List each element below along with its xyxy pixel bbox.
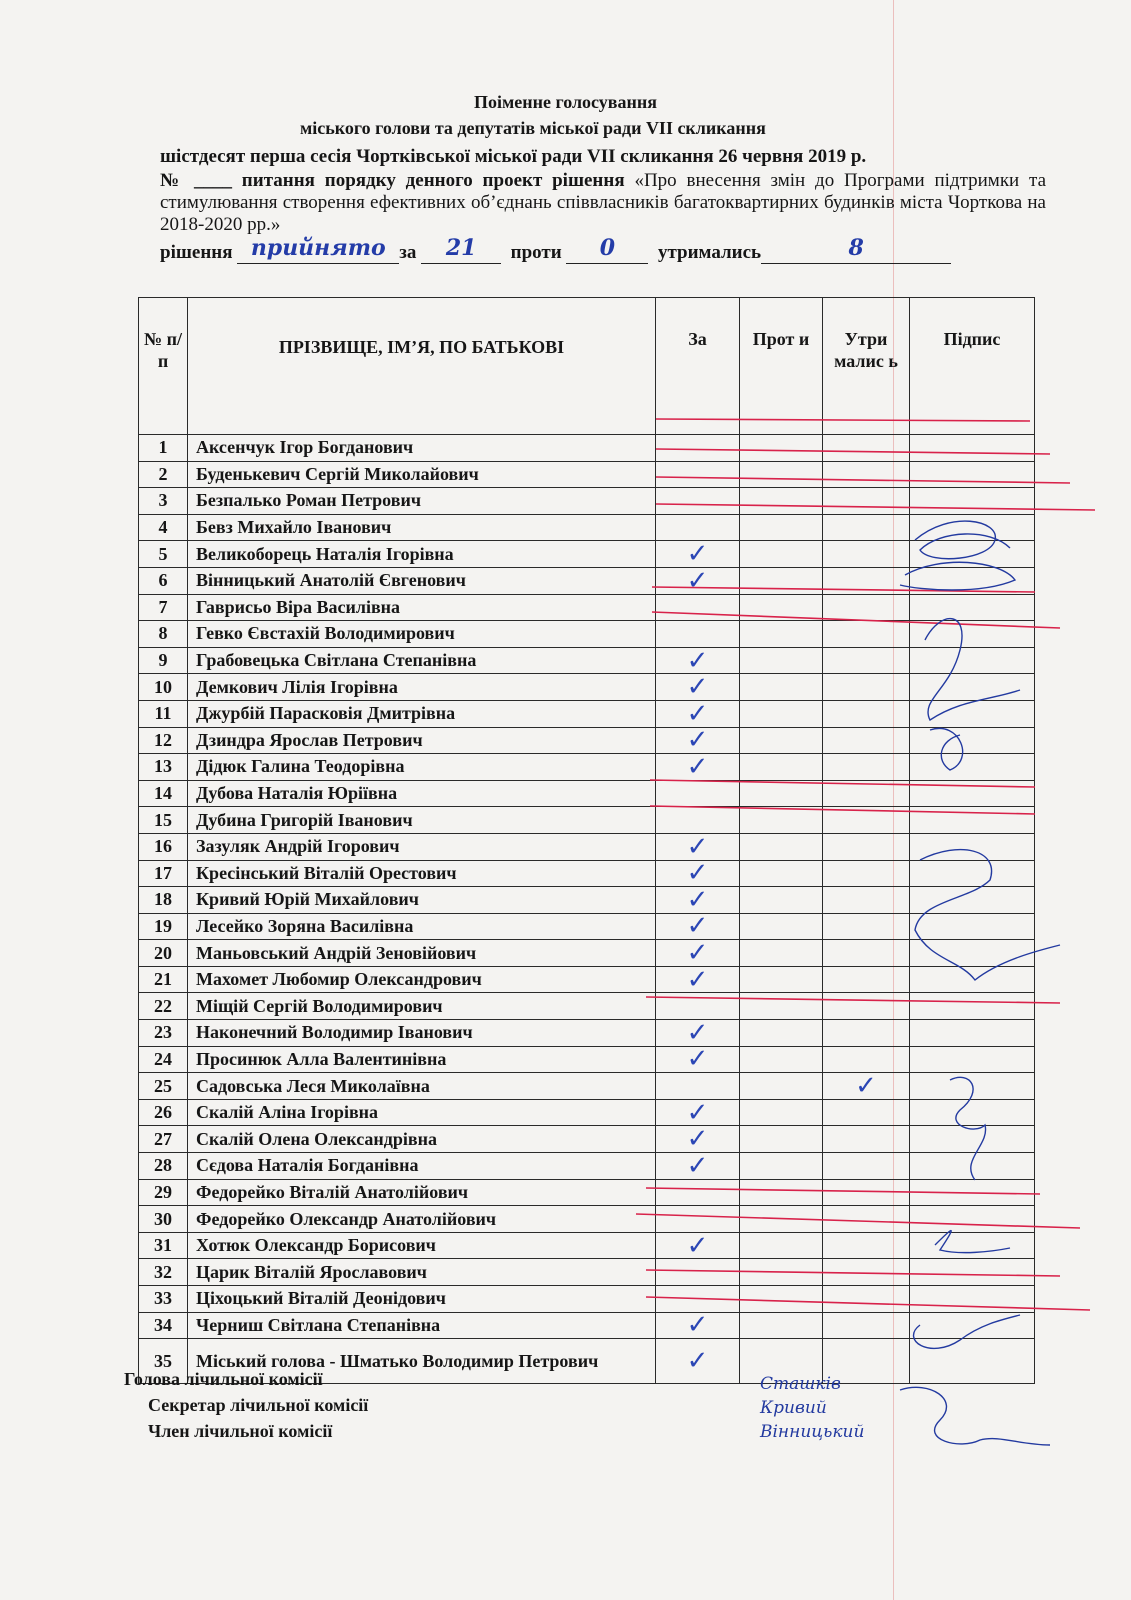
row-number: 1: [139, 435, 188, 462]
row-number: 15: [139, 807, 188, 834]
counting-commission: [124, 1366, 368, 1444]
for-value: 21: [445, 235, 477, 261]
signature-cell: [910, 966, 1035, 993]
abstained-value: 8: [848, 235, 864, 261]
vote-abstained-cell: [823, 754, 910, 781]
signature-cell: [910, 727, 1035, 754]
table-row: [139, 700, 1035, 727]
deputy-name: Безпалько Роман Петрович: [188, 488, 656, 515]
vote-for-cell: ✓: [656, 1126, 740, 1153]
vote-against-cell: [740, 1153, 823, 1180]
vote-against-cell: [740, 1046, 823, 1073]
table-row: [139, 727, 1035, 754]
vote-for-cell: ✓: [656, 541, 740, 568]
table-row: [139, 674, 1035, 701]
deputy-name: Лесейко Зоряна Василівна: [188, 913, 656, 940]
col-against-header: Прот и: [740, 298, 823, 435]
deputy-name: Скалій Аліна Ігорівна: [188, 1099, 656, 1126]
deputy-name: Джурбій Парасковія Дмитрівна: [188, 700, 656, 727]
vote-abstained-cell: [823, 647, 910, 674]
vote-for-cell: [656, 1259, 740, 1286]
deputy-name: Сєдова Наталія Богданівна: [188, 1153, 656, 1180]
deputy-name: Демкович Лілія Ігорівна: [188, 674, 656, 701]
vote-for-cell: ✓: [656, 940, 740, 967]
signature-cell: [910, 514, 1035, 541]
vote-for-cell: ✓: [656, 913, 740, 940]
vote-against-cell: [740, 1286, 823, 1313]
deputy-name: Дідюк Галина Теодорівна: [188, 754, 656, 781]
deputy-name: Аксенчук Ігор Богданович: [188, 435, 656, 462]
vote-for-cell: ✓: [656, 1232, 740, 1259]
vote-against-cell: [740, 1126, 823, 1153]
vote-for-cell: ✓: [656, 1339, 740, 1384]
vote-against-cell: [740, 514, 823, 541]
row-number: 3: [139, 488, 188, 515]
vote-for-cell: [656, 1206, 740, 1233]
row-number: 8: [139, 621, 188, 648]
table-row: [139, 594, 1035, 621]
signature-cell: [910, 940, 1035, 967]
row-number: 5: [139, 541, 188, 568]
vote-abstained-cell: [823, 514, 910, 541]
vote-abstained-cell: [823, 1179, 910, 1206]
table-row: [139, 833, 1035, 860]
commission-head-label: Голова лічильної комісії: [124, 1369, 323, 1389]
table-row: [139, 966, 1035, 993]
member-signature-name: Вінницький: [760, 1422, 865, 1442]
table-row: [139, 1073, 1035, 1100]
vote-abstained-cell: [823, 435, 910, 462]
table-row: [139, 940, 1035, 967]
secretary-signature-name: Кривий: [760, 1398, 827, 1418]
signature-cell: [910, 860, 1035, 887]
vote-against-cell: [740, 461, 823, 488]
signature-cell: [910, 488, 1035, 515]
table-row: [139, 913, 1035, 940]
vote-for-cell: [656, 1286, 740, 1313]
deputy-name: Бевз Михайло Іванович: [188, 514, 656, 541]
vote-against-cell: [740, 860, 823, 887]
vote-for-cell: ✓: [656, 567, 740, 594]
vote-abstained-cell: [823, 1286, 910, 1313]
table-row: [139, 1312, 1035, 1339]
vote-abstained-cell: [823, 993, 910, 1020]
decision-field: [237, 235, 399, 264]
signature-cell: [910, 621, 1035, 648]
row-number: 34: [139, 1312, 188, 1339]
row-number: 35: [139, 1339, 188, 1384]
vote-against-cell: [740, 567, 823, 594]
deputy-name: Скалій Олена Олександрівна: [188, 1126, 656, 1153]
table-row: [139, 567, 1035, 594]
vote-against-cell: [740, 727, 823, 754]
row-number: 12: [139, 727, 188, 754]
col-abstained-header: Утри малис ь: [823, 298, 910, 435]
deputy-name: Буденькевич Сергій Миколайович: [188, 461, 656, 488]
signature-cell: [910, 1312, 1035, 1339]
signature-cell: [910, 1073, 1035, 1100]
page-title: Поіменне голосування: [473, 92, 658, 112]
table-row: [139, 461, 1035, 488]
vote-abstained-cell: [823, 700, 910, 727]
vote-for-cell: [656, 461, 740, 488]
vote-against-cell: [740, 754, 823, 781]
vote-abstained-cell: [823, 727, 910, 754]
signature-cell: [910, 780, 1035, 807]
table-row: [139, 1286, 1035, 1313]
vote-abstained-cell: [823, 1126, 910, 1153]
deputy-name: Кресінський Віталій Орестович: [188, 860, 656, 887]
decision-value: прийнято: [250, 235, 386, 261]
table-row: [139, 488, 1035, 515]
table-row: [139, 1020, 1035, 1047]
vote-abstained-cell: [823, 966, 910, 993]
row-number: 33: [139, 1286, 188, 1313]
vote-for-cell: ✓: [656, 754, 740, 781]
question-prefix: № ____ питання порядку денного проект рішення: [160, 170, 625, 191]
vote-for-cell: [656, 1179, 740, 1206]
row-number: 13: [139, 754, 188, 781]
vote-abstained-cell: [823, 674, 910, 701]
vote-against-cell: [740, 1312, 823, 1339]
row-number: 11: [139, 700, 188, 727]
vote-abstained-cell: [823, 621, 910, 648]
signature-cell: [910, 541, 1035, 568]
vote-for-cell: ✓: [656, 966, 740, 993]
row-number: 31: [139, 1232, 188, 1259]
vote-for-cell: ✓: [656, 1153, 740, 1180]
col-name-header: ПРІЗВИЩЕ, ІМ’Я, ПО БАТЬКОВІ: [188, 298, 656, 435]
decision-label: рішення: [160, 242, 233, 263]
row-number: 6: [139, 567, 188, 594]
vote-against-cell: [740, 1259, 823, 1286]
table-row: [139, 780, 1035, 807]
agenda-question: [160, 170, 1046, 236]
deputy-name: Вінницький Анатолій Євгенович: [188, 567, 656, 594]
row-number: 32: [139, 1259, 188, 1286]
signature-cell: [910, 913, 1035, 940]
vote-abstained-cell: [823, 833, 910, 860]
deputy-name: Просинюк Алла Валентинівна: [188, 1046, 656, 1073]
row-number: 30: [139, 1206, 188, 1233]
deputy-name: Кривий Юрій Михайлович: [188, 887, 656, 914]
signature-cell: [910, 1020, 1035, 1047]
vote-abstained-cell: [823, 1153, 910, 1180]
table-row: [139, 514, 1035, 541]
signature-cell: [910, 807, 1035, 834]
row-number: 24: [139, 1046, 188, 1073]
row-number: 27: [139, 1126, 188, 1153]
table-row: [139, 754, 1035, 781]
deputy-name: Маньовський Андрій Зеновійович: [188, 940, 656, 967]
row-number: 21: [139, 966, 188, 993]
for-label: за: [399, 242, 417, 263]
vote-against-cell: [740, 594, 823, 621]
vote-abstained-cell: [823, 1312, 910, 1339]
vote-for-cell: [656, 780, 740, 807]
vote-for-cell: [656, 621, 740, 648]
table-row: [139, 1046, 1035, 1073]
row-number: 20: [139, 940, 188, 967]
vote-for-cell: ✓: [656, 1099, 740, 1126]
signature-cell: [910, 567, 1035, 594]
vote-for-cell: ✓: [656, 1046, 740, 1073]
signature-cell: [910, 1339, 1035, 1384]
deputy-name: Черниш Світлана Степанівна: [188, 1312, 656, 1339]
signature-cell: [910, 674, 1035, 701]
vote-against-cell: [740, 913, 823, 940]
deputy-name: Дубина Григорій Іванович: [188, 807, 656, 834]
table-header-row: [139, 298, 1035, 435]
abstained-field: [761, 235, 951, 264]
vote-abstained-cell: [823, 1020, 910, 1047]
deputy-name: Грабовецька Світлана Степанівна: [188, 647, 656, 674]
vote-abstained-cell: [823, 940, 910, 967]
vote-for-cell: [656, 1073, 740, 1100]
row-number: 25: [139, 1073, 188, 1100]
vote-for-cell: ✓: [656, 647, 740, 674]
row-number: 18: [139, 887, 188, 914]
vote-for-cell: ✓: [656, 1312, 740, 1339]
commission-secretary-label: Секретар лічильної комісії: [148, 1395, 369, 1415]
table-row: [139, 621, 1035, 648]
vote-against-cell: [740, 1206, 823, 1233]
table-row: [139, 887, 1035, 914]
vote-for-cell: ✓: [656, 860, 740, 887]
table-row: [139, 1153, 1035, 1180]
deputy-name: Ціхоцький Віталій Деонідович: [188, 1286, 656, 1313]
row-number: 7: [139, 594, 188, 621]
row-number: 4: [139, 514, 188, 541]
vote-abstained-cell: [823, 1206, 910, 1233]
table-row: [139, 1232, 1035, 1259]
signature-cell: [910, 1206, 1035, 1233]
head-signature-name: Сташків: [760, 1374, 841, 1394]
signature-cell: [910, 1259, 1035, 1286]
vote-for-cell: [656, 807, 740, 834]
signature-cell: [910, 1099, 1035, 1126]
vote-abstained-cell: [823, 1259, 910, 1286]
signature-cell: [910, 833, 1035, 860]
signature-cell: [910, 1126, 1035, 1153]
page-subtitle: міського голови та депутатів міської ради VII скликання: [300, 118, 766, 138]
vote-abstained-cell: [823, 887, 910, 914]
vote-against-cell: [740, 1099, 823, 1126]
vote-for-cell: ✓: [656, 887, 740, 914]
signature-cell: [910, 887, 1035, 914]
vote-against-cell: [740, 1232, 823, 1259]
signature-cell: [910, 435, 1035, 462]
row-number: 19: [139, 913, 188, 940]
signature-cell: [910, 1046, 1035, 1073]
row-number: 17: [139, 860, 188, 887]
vote-against-cell: [740, 807, 823, 834]
row-number: 29: [139, 1179, 188, 1206]
vote-abstained-cell: [823, 594, 910, 621]
commission-signatures: [760, 1372, 864, 1444]
vote-abstained-cell: [823, 807, 910, 834]
vote-abstained-cell: [823, 860, 910, 887]
vote-abstained-cell: [823, 567, 910, 594]
deputy-name: Міщій Сергій Володимирович: [188, 993, 656, 1020]
vote-against-cell: [740, 1073, 823, 1100]
row-number: 22: [139, 993, 188, 1020]
table-row: [139, 1179, 1035, 1206]
vote-against-cell: [740, 966, 823, 993]
row-number: 10: [139, 674, 188, 701]
table-row: [139, 993, 1035, 1020]
roll-call-table: [138, 297, 1035, 1384]
deputy-name: Великоборець Наталія Ігорівна: [188, 541, 656, 568]
vote-abstained-cell: [823, 488, 910, 515]
deputy-name: Дзиндра Ярослав Петрович: [188, 727, 656, 754]
vote-for-cell: ✓: [656, 700, 740, 727]
signature-cell: [910, 993, 1035, 1020]
against-value: 0: [599, 235, 616, 261]
signature-scribble-commission: [900, 1387, 1050, 1445]
deputy-name: Федорейко Олександр Анатолійович: [188, 1206, 656, 1233]
signature-cell: [910, 754, 1035, 781]
deputy-name: Зазуляк Андрій Ігорович: [188, 833, 656, 860]
vote-abstained-cell: [823, 1232, 910, 1259]
vote-against-cell: [740, 833, 823, 860]
deputy-name: Садовська Леся Миколаївна: [188, 1073, 656, 1100]
row-number: 14: [139, 780, 188, 807]
vote-against-cell: [740, 674, 823, 701]
vote-against-cell: [740, 1020, 823, 1047]
vote-for-cell: [656, 435, 740, 462]
table-row: [139, 1259, 1035, 1286]
col-for-header: За: [656, 298, 740, 435]
deputy-name: Махомет Любомир Олександрович: [188, 966, 656, 993]
table-row: [139, 1206, 1035, 1233]
signature-cell: [910, 594, 1035, 621]
signature-cell: [910, 700, 1035, 727]
row-number: 9: [139, 647, 188, 674]
row-number: 26: [139, 1099, 188, 1126]
for-field: [421, 235, 501, 264]
commission-member-label: Член лічильної комісії: [148, 1421, 333, 1441]
vote-for-cell: ✓: [656, 833, 740, 860]
vote-against-cell: [740, 435, 823, 462]
signature-cell: [910, 647, 1035, 674]
row-number: 2: [139, 461, 188, 488]
vote-against-cell: [740, 887, 823, 914]
vote-for-cell: ✓: [656, 727, 740, 754]
vote-for-cell: [656, 514, 740, 541]
deputy-name: Хотюк Олександр Борисович: [188, 1232, 656, 1259]
col-signature-header: Підпис: [910, 298, 1035, 435]
vote-for-cell: [656, 488, 740, 515]
table-row: [139, 435, 1035, 462]
table-row: [139, 647, 1035, 674]
vote-against-cell: [740, 993, 823, 1020]
vote-against-cell: [740, 940, 823, 967]
vote-abstained-cell: [823, 461, 910, 488]
deputy-name: Гаврисьо Віра Василівна: [188, 594, 656, 621]
vote-against-cell: [740, 621, 823, 648]
vote-for-cell: ✓: [656, 1020, 740, 1047]
against-field: [566, 235, 648, 264]
vote-for-cell: ✓: [656, 674, 740, 701]
vote-against-cell: [740, 700, 823, 727]
deputy-name: Гевко Євстахій Володимирович: [188, 621, 656, 648]
vote-abstained-cell: [823, 1046, 910, 1073]
against-label: проти: [510, 242, 562, 263]
vote-result-line: [160, 235, 951, 264]
vote-for-cell: [656, 594, 740, 621]
deputy-name: Дубова Наталія Юріївна: [188, 780, 656, 807]
vote-against-cell: [740, 647, 823, 674]
table-row: [139, 1126, 1035, 1153]
signature-cell: [910, 1153, 1035, 1180]
table-row: [139, 1099, 1035, 1126]
vote-abstained-cell: [823, 780, 910, 807]
signature-cell: [910, 461, 1035, 488]
signature-cell: [910, 1286, 1035, 1313]
table-row: [139, 541, 1035, 568]
abstained-label: утримались: [657, 242, 762, 263]
deputy-name: Наконечний Володимир Іванович: [188, 1020, 656, 1047]
vote-for-cell: [656, 993, 740, 1020]
vote-abstained-cell: [823, 1099, 910, 1126]
vote-abstained-cell: [823, 913, 910, 940]
row-number: 28: [139, 1153, 188, 1180]
question-text: «Про внесення змін до Програми підтримки та стимулювання створення ефективних об’єднань співвласників багатоквартирних будинків міста Чорткова на 2018-2020 рр.»: [160, 170, 1047, 235]
deputy-name: Федорейко Віталій Анатолійович: [188, 1179, 656, 1206]
signature-cell: [910, 1179, 1035, 1206]
vote-abstained-cell: ✓: [823, 1073, 910, 1100]
row-number: 23: [139, 1020, 188, 1047]
vote-against-cell: [740, 780, 823, 807]
signature-cell: [910, 1232, 1035, 1259]
row-number: 16: [139, 833, 188, 860]
vote-abstained-cell: [823, 541, 910, 568]
deputy-name: Царик Віталій Ярославович: [188, 1259, 656, 1286]
vote-against-cell: [740, 1179, 823, 1206]
col-number-header: № п/п: [139, 298, 188, 435]
session-line: шістдесят перша сесія Чортківської міської ради VII скликання 26 червня 2019 р.: [160, 146, 867, 167]
table-row: [139, 860, 1035, 887]
vote-against-cell: [740, 541, 823, 568]
vote-against-cell: [740, 488, 823, 515]
table-row: [139, 807, 1035, 834]
deputy-name: Міський голова - Шматько Володимир Петрович: [188, 1339, 656, 1384]
